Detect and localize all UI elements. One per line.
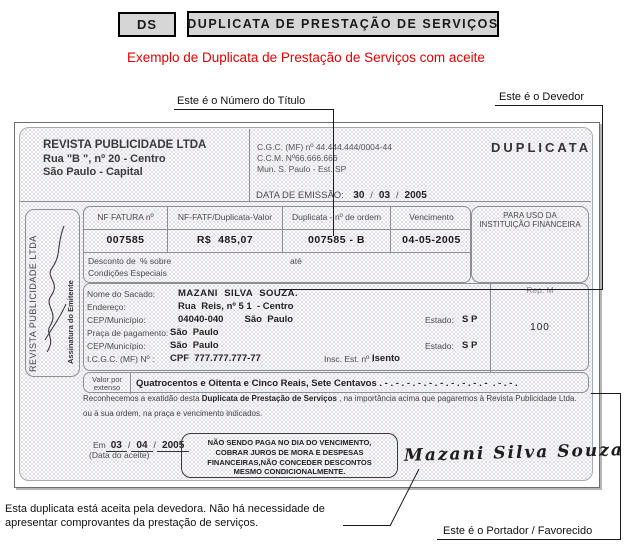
emission-date-label: DATA DE EMISSÃO:	[256, 190, 344, 201]
clause-post: , na importância acima que pagaremos à Revista Publicidade Ltda.	[336, 394, 577, 403]
clause-line2: ou à sua ordem, na praça e vencimento indicados.	[83, 409, 263, 418]
aceite-date-caption: (Data do aceite)	[89, 450, 150, 460]
document-title: DUPLICATA	[491, 140, 592, 155]
invoice-table	[83, 206, 471, 283]
emitter-ccm: C.C.M. Nº66.666.666	[257, 152, 338, 163]
clause-pre: Reconhecemos a exatidão desta	[83, 394, 202, 403]
emitter-registrations	[257, 142, 392, 174]
warning-box	[181, 433, 398, 478]
warning-line1: NÃO SENDO PAGA NO DIA DO VENCIMENTO,	[207, 438, 372, 447]
emitter-signature-icon	[42, 218, 68, 368]
col-header-vencimento: Vencimento	[390, 207, 472, 229]
date-separator: /	[396, 190, 399, 200]
emission-month: 03	[374, 190, 395, 202]
bank-use-line1: PARA USO DA	[503, 211, 557, 220]
estado2-label: Estado:	[425, 341, 454, 351]
value-vencimento: 04-05-2005	[390, 229, 472, 252]
duplicata-document	[14, 122, 625, 488]
estado-value: S P	[462, 314, 478, 325]
emitter-cgc: C.G.C. (MF) nº 44.444.444/0004-44	[257, 142, 392, 152]
col-header-valor: NF-FATF/Duplicata-Valor	[167, 207, 282, 229]
valor-extenso-text: Quatrocentos e Oitenta e Cinco Reais, Sete Centavos . - . - . - . - . - . - . - . - . - . - . - . - .	[136, 378, 518, 389]
emitter-name: REVISTA PUBLICIDADE LTDA	[43, 139, 207, 151]
aceite-day: 03	[106, 440, 127, 452]
desconto-ate-label: até	[290, 256, 302, 266]
sacado-address-value: Rua Reis, nº 5 1 - Centro	[178, 301, 294, 312]
date-separator: /	[127, 440, 131, 450]
sacado-cep2-value: São Paulo	[170, 340, 219, 351]
estado-label: Estado:	[425, 315, 454, 325]
sacado-cep-label: CEP/Município:	[87, 315, 146, 325]
value-nf-fatura: 007585	[106, 234, 145, 246]
header-bottom-rule	[19, 201, 591, 202]
bank-use-line2: INSTITUIÇÃO FINANCEIRA	[479, 220, 581, 229]
callout-line	[343, 525, 390, 526]
bank-use-box	[471, 206, 589, 283]
valor-extenso-divider	[130, 373, 131, 394]
callout-devedor: Este é o Devedor	[499, 91, 584, 103]
emitter-mun: Mun. S. Paulo - Est. SP	[257, 163, 347, 174]
desconto-percent-label: % sobre	[140, 256, 172, 266]
header-divider	[249, 129, 250, 201]
callout-line	[279, 289, 603, 290]
note-aceite-line1: Esta duplicata está aceita pela devedora. Não há necessidade de	[5, 503, 325, 515]
date-separator: /	[370, 190, 373, 200]
callout-line	[602, 106, 603, 290]
emitter-block	[43, 139, 206, 180]
callout-numero-titulo: Este é o Número do Título	[177, 95, 306, 107]
rep-label: Rep. M	[526, 285, 554, 295]
estado2-value: S P	[462, 340, 478, 351]
sidebar-signature-label: Assinatura do Emitente	[66, 280, 75, 364]
doc-type-label: DUPLICATA DE PRESTAÇÃO DE SERVIÇOS	[187, 17, 499, 31]
table-rule	[84, 252, 472, 253]
aceite-em-label: Em	[93, 440, 106, 450]
valor-extenso-box	[83, 372, 589, 393]
col-header-ordem: Duplicata - nº de ordem	[282, 207, 390, 229]
callout-line	[174, 109, 334, 110]
emitter-address2: São Paulo - Capital	[43, 166, 143, 178]
icgc-value: CPF 777.777.777-77	[170, 353, 261, 364]
sacado-cep-value: 04040-040 São Paulo	[178, 314, 294, 325]
doc-type-box	[187, 11, 499, 37]
doc-code-label: DS	[136, 17, 158, 32]
col-header-nf-fatura: NF FATURA nº	[97, 212, 154, 222]
warning-line3: FINANCEIRAS,NÃO CONCEDER DESCONTOS	[207, 457, 372, 467]
bank-code-value: 100	[530, 322, 550, 333]
callout-line	[620, 393, 621, 540]
sacado-cep2-label: CEP/Município:	[87, 341, 146, 351]
callout-portador: Este é o Portador / Favorecido	[443, 525, 593, 537]
sacado-address-label: Endereço:	[87, 302, 126, 312]
condicoes-label: Condições Especiais	[88, 268, 167, 278]
callout-line	[495, 105, 603, 106]
clause-line1	[83, 394, 577, 403]
sacado-box	[83, 283, 589, 371]
emitter-address1: Rua "B ", nº 20 - Centro	[43, 152, 166, 165]
note-aceite-line2: apresentar comprovantes da prestação de serviços.	[5, 517, 259, 529]
warning-line2: COBRAR JUROS DE MORA E DESPESAS	[215, 447, 364, 457]
callout-line	[333, 110, 334, 236]
example-subtitle: Exemplo de Duplicata de Prestação de Serviços com aceite	[127, 50, 485, 65]
warning-line4: MESMO CONDICIONALMENTE.	[233, 467, 346, 477]
valor-extenso-label1: Valor por	[92, 375, 122, 384]
emission-day: 30	[348, 190, 369, 202]
callout-diagonal-line	[388, 467, 421, 528]
icgc-label: I.C.G.C. (MF) Nº :	[87, 354, 155, 364]
date-separator: /	[153, 440, 157, 450]
valor-extenso-label2: extenso	[93, 383, 121, 392]
sidebar-company-name: REVISTA PUBLICIDADE LTDA	[28, 235, 38, 372]
insc-label: Insc. Est. nº :	[324, 354, 374, 364]
praca-label: Praça de pagamento:	[87, 328, 169, 338]
praca-value: São Paulo	[170, 327, 219, 338]
callout-line	[437, 539, 621, 540]
emitter-signature-box	[25, 209, 80, 377]
desconto-label: Desconto de	[88, 256, 136, 266]
value-valor: R$ 485,07	[167, 229, 282, 252]
emission-year: 2005	[400, 190, 432, 202]
callout-line	[591, 393, 620, 394]
sacado-name-value: MAZANI SILVA SOUZA.	[178, 288, 299, 299]
clause-bold: Duplicata de Prestação de Serviços	[201, 394, 337, 403]
doc-code-box	[118, 12, 176, 37]
insc-value: Isento	[372, 353, 400, 364]
sacado-name-label: Nome do Sacado:	[87, 289, 156, 299]
value-ordem: 007585 - B	[282, 229, 390, 252]
aceite-year: 2005	[157, 440, 189, 452]
aceite-month: 04	[131, 440, 152, 452]
acceptor-signature: Mazani Silva Souza	[403, 440, 625, 466]
